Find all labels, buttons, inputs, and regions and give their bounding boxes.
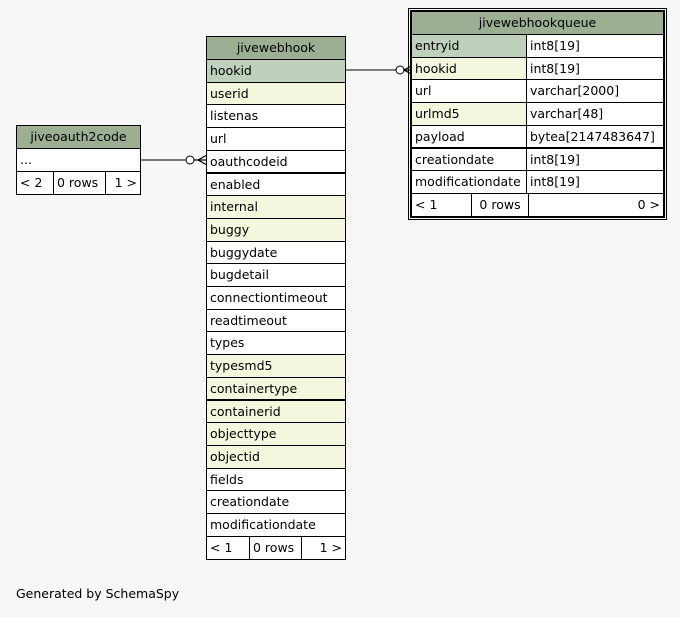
column-row[interactable] [207,60,345,82]
column-row[interactable] [207,151,345,173]
column-name: containertype [210,380,298,396]
column-name: objecttype [210,426,277,442]
column-type: int8[19] [527,171,663,193]
column-name: ... [20,152,32,167]
table-jivewebhookqueue[interactable] [410,10,665,218]
children-count: 1 > [319,539,342,555]
column-type: int8[19] [527,35,663,57]
column-name: url [412,80,526,102]
column-name: typesmd5 [210,358,273,374]
column-row[interactable] [207,332,345,354]
column-type: varchar[48] [527,103,663,125]
column-row[interactable] [412,149,663,171]
table-header[interactable] [412,12,663,34]
column-name: objectid [210,448,260,464]
table-name: jiveoauth2code [30,129,127,144]
column-type: int8[19] [527,149,663,171]
column-name: buggy [210,221,250,237]
table-name: jivewebhook [236,40,316,55]
rel-oauthcode-optional-circle [186,156,194,164]
generated-by-credit: Generated by SchemaSpy [16,586,180,601]
column-row[interactable] [207,242,345,264]
children-count: 0 > [637,196,660,212]
column-name: modificationdate [412,171,526,193]
column-name: urlmd5 [412,103,526,125]
column-row[interactable] [207,174,345,196]
column-name: enabled [210,176,261,192]
column-type: int8[19] [527,58,663,80]
column-row[interactable] [207,196,345,218]
column-name: oauthcodeid [210,153,288,169]
column-name: userid [210,85,249,101]
column-name: buggydate [210,244,278,260]
column-row[interactable] [412,171,663,193]
column-row[interactable] [207,423,345,445]
column-name: creationdate [412,149,526,171]
column-name: containerid [210,403,281,419]
row-count: 0 rows [253,539,295,555]
children-count: 1 > [114,175,137,190]
column-row[interactable] [207,378,345,400]
column-row[interactable] [207,514,345,536]
column-row[interactable] [412,126,663,148]
column-name: creationdate [210,494,290,510]
column-row[interactable] [207,287,345,309]
table-jivewebhook[interactable] [206,36,346,560]
row-count: 0 rows [479,196,521,212]
column-name: bugdetail [210,267,269,283]
column-row[interactable] [207,128,345,150]
column-row[interactable] [207,469,345,491]
column-name: internal [210,199,258,215]
column-name: listenas [210,108,259,124]
column-row[interactable] [207,401,345,423]
table-name: jivewebhookqueue [478,15,597,30]
table-footer [17,172,140,194]
table-header[interactable] [207,37,345,59]
table-footer [412,194,663,216]
column-row[interactable] [412,58,663,80]
column-type: bytea[2147483647] [527,126,663,148]
column-name: connectiontimeout [210,290,328,305]
column-row[interactable] [412,103,663,125]
column-row[interactable] [412,35,663,57]
table-jiveoauth2code[interactable] [16,125,141,195]
column-name: modificationdate [210,517,316,532]
column-name: types [210,335,245,351]
column-name: hookid [412,58,526,80]
parents-count: < 2 [20,175,43,190]
row-count: 0 rows [57,175,99,190]
column-row[interactable] [207,83,345,105]
column-row[interactable] [207,264,345,286]
column-name: payload [412,126,526,148]
column-row[interactable] [207,491,345,513]
column-name: hookid [210,63,252,78]
column-name: entryid [412,35,526,57]
column-row[interactable] [207,219,345,241]
column-row[interactable] [207,105,345,127]
column-name: readtimeout [210,312,287,328]
table-header[interactable] [17,126,140,148]
column-name: fields [210,471,244,487]
table-footer [207,537,345,559]
column-row[interactable] [412,80,663,102]
parents-count: < 1 [415,196,438,212]
column-type: varchar[2000] [527,80,663,102]
table-row [17,149,140,171]
parents-count: < 1 [210,539,233,555]
column-name: url [210,131,227,147]
column-row[interactable] [207,355,345,377]
column-row[interactable] [207,310,345,332]
column-row[interactable] [207,446,345,468]
